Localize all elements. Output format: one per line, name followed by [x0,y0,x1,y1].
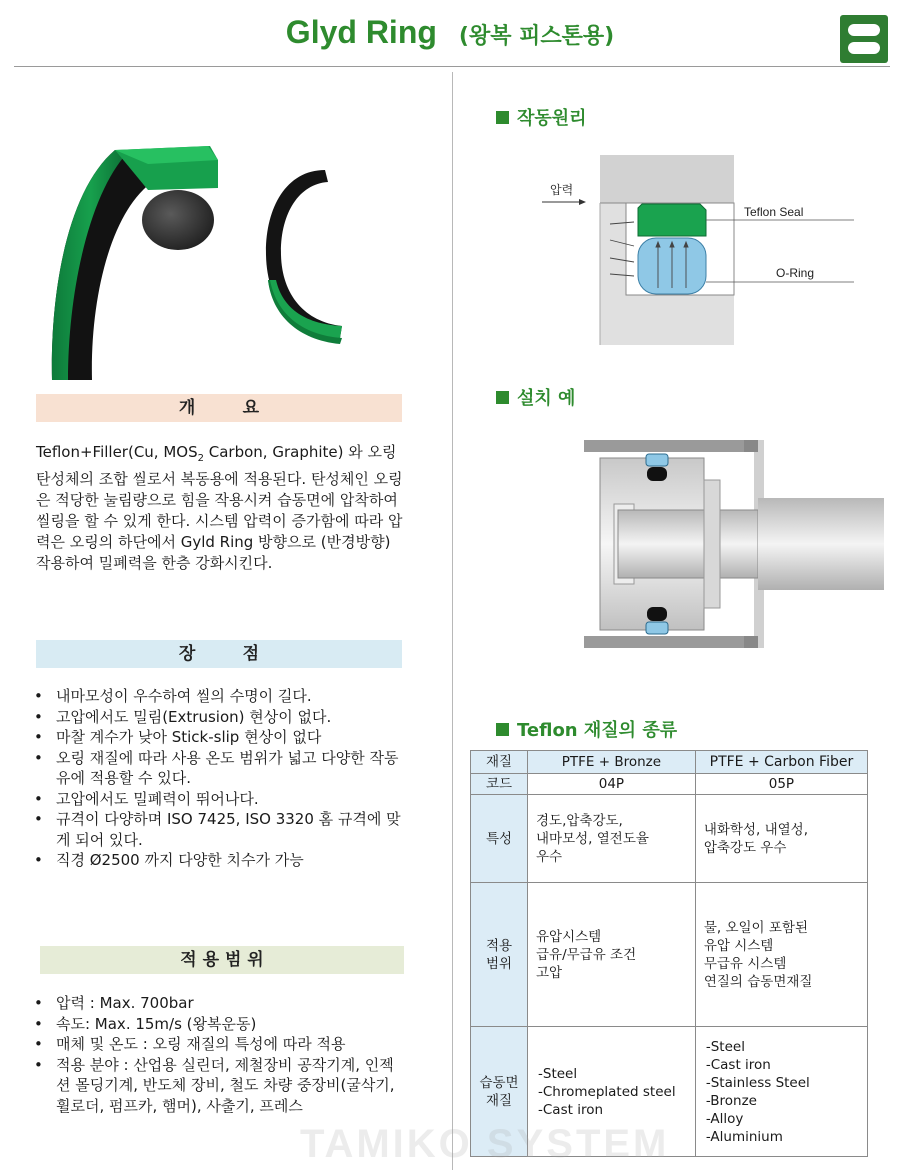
surface-label: 습동면 재질 [471,1027,528,1157]
merits-list [30,686,402,871]
page-title [0,14,900,51]
list-item: • 고압에서도 밀림(Extrusion) 현상이 없다. [30,707,402,728]
installation-diagram [584,440,884,648]
title-main: Glyd Ring [285,14,437,50]
column-divider [452,72,453,1170]
list-item: • 내마모성이 우수하여 씰의 수명이 길다. [30,686,402,707]
list-item: • 직경 Ø2500 까지 다양한 치수가 가능 [30,850,402,871]
seal-top-oring-shape [647,467,667,481]
application-label: 적용 범위 [471,883,528,1027]
bullet-square-icon [496,391,509,404]
install-heading [496,384,575,410]
list-item: • 오링 재질에 따라 사용 온도 범위가 넓고 다양한 작동유에 적용할 수 있다. [30,748,402,789]
oring-section-icon [142,190,214,250]
table-row [471,883,868,1027]
code-col2: 05P [695,774,867,795]
overview-subscript: 2 [197,453,204,464]
application-col1: 유압시스템 급유/무급유 조건 고압 [528,883,696,1027]
list-item: • 압력 : Max. 700bar [30,993,406,1014]
bullet-square-icon [496,723,509,736]
material-table [470,750,868,1157]
list-item: • 속도: Max. 15m/s (왕복운동) [30,1014,406,1035]
glyd-ring-product-image [40,130,440,385]
feature-col2: 내화학성, 내열성, 압축강도 우수 [695,795,867,883]
overview-heading: 개 요 [36,394,402,422]
company-logo-icon [840,15,888,63]
list-item: • 적용 분야 : 산업용 실린더, 제철장비 공작기계, 인젝션 몰딩기계, 반도체 장비, 철도 차량 중장비(굴삭기, 휠로더, 펌프카, 햄머), 사출기, 프레스 [30,1055,406,1117]
label-pressure: 압력 [550,183,574,197]
seal-top-teflon-shape [646,454,668,466]
seal-bottom-teflon-shape [646,622,668,634]
list-item: • 매체 및 온도 : 오링 재질의 특성에 따라 적용 [30,1034,406,1055]
feature-col1: 경도,압축강도, 내마모성, 열전도율 우수 [528,795,696,883]
watermark-text: TAMIKO SYSTEM [300,1122,670,1166]
overview-text-part1: Teflon+Filler(Cu, MOS [36,443,198,461]
working-principle-diagram [530,150,870,350]
range-list [30,993,406,1116]
label-teflon-seal: Teflon Seal [744,205,804,219]
teflon-heading-text: Teflon 재질의 종류 [517,720,678,741]
header-divider [14,66,890,67]
surface-col2: -Steel -Cast iron -Stainless Steel -Bronze -Alloy -Aluminium [695,1027,867,1157]
seal-bottom-oring-shape [647,607,667,621]
list-item: • 규격이 다양하며 ISO 7425, ISO 3320 홈 규격에 맞게 되어 있다. [30,809,402,850]
table-row [471,751,868,774]
surface-col1: -Steel -Chromeplated steel -Cast iron [528,1027,696,1157]
list-item: • 마찰 계수가 낮아 Stick-slip 현상이 없다 [30,727,402,748]
title-subtitle: (왕복 피스톤용) [458,24,615,49]
install-heading-text: 설치 예 [517,388,576,409]
application-col2: 물, 오일이 포함된 유압 시스템 무급유 시스템 연질의 습동면재질 [695,883,867,1027]
feature-label: 특성 [471,795,528,883]
principle-heading-text: 작동원리 [517,108,587,129]
bullet-square-icon [496,111,509,124]
table-row [471,774,868,795]
list-item: • 고압에서도 밀폐력이 뛰어나다. [30,789,402,810]
label-oring: O-Ring [776,266,815,280]
teflon-heading [496,716,677,742]
header-col1: PTFE + Bronze [528,751,696,774]
teflon-seal-shape [638,204,706,236]
principle-heading [496,104,587,130]
overview-text-part2: Carbon, Graphite) 와 오링탄성체의 조합 씰로서 복동용에 적용된다. 탄성체인 오링은 적당한 눌림량으로 힘을 작용시켜 습동면에 압착하여 씰링을 할 수 있게 한다. 시스템 압력이 증가함에 따라 압력은 오링의 하단에서 Gyld Ring 방향으로 (반경방향) 작용하여 밀폐력을 한층 강화시킨다. [36,443,403,572]
merits-heading: 장 점 [36,640,402,668]
range-heading: 적 용 범 위 [40,946,404,974]
header-col2: PTFE + Carbon Fiber [695,751,867,774]
overview-text [36,442,408,574]
code-label: 코드 [471,774,528,795]
table-row [471,795,868,883]
code-col1: 04P [528,774,696,795]
header-material-label: 재질 [471,751,528,774]
